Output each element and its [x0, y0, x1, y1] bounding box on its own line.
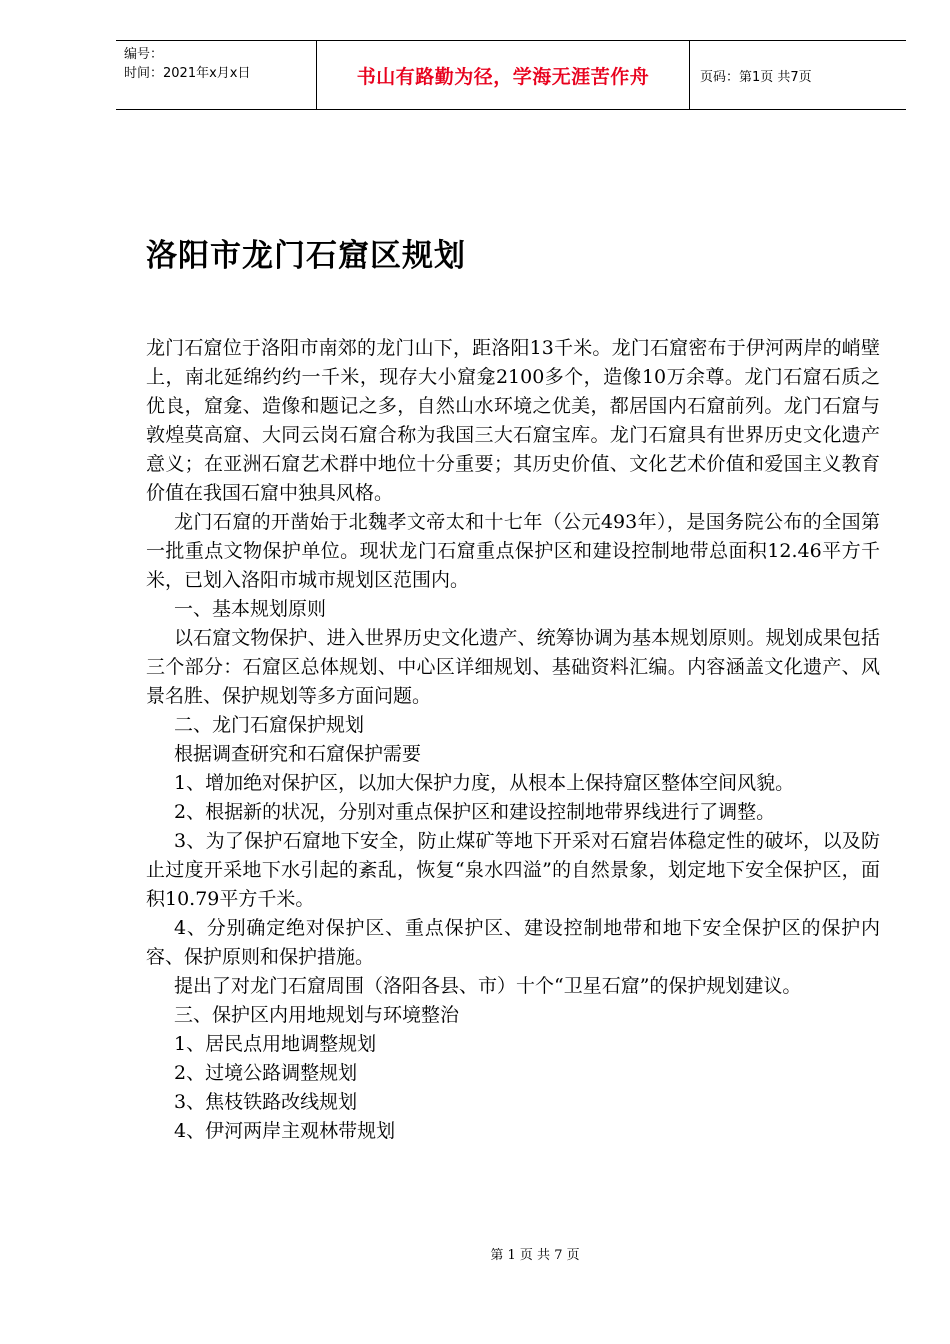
- section-heading: 二、龙门石窟保护规划: [174, 714, 365, 736]
- header-page-label: 页码：第1页 共7页: [700, 69, 812, 85]
- page-header: [116, 40, 906, 110]
- paragraph: 龙门石窟位于洛阳市南郊的龙门山下，距洛阳13千米。龙门石窟密布于伊河两岸的峭壁上，南北延绵约约一千米，现存大小窟龛2100多个，造像10万余尊。龙门石窟石质之优良，窟龛、造像和题记之多，自然山水环境之优美，都居国内石窟前列。龙门石窟与敦煌莫高窟、大同云岗石窟合称为我国三大石窟宝库。龙门石窟具有世界历史文化遗产意义；在亚洲石窟艺术群中地位十分重要；其历史价值、文化艺术价值和爱国主义教育价值在我国石窟中独具风格。: [146, 337, 880, 504]
- paragraph: 提出了对龙门石窟周围（洛阳各县、市）十个“卫星石窟”的保护规划建议。: [174, 975, 802, 997]
- document-title: 洛阳市龙门石窟区规划: [146, 238, 466, 274]
- header-meta: [116, 41, 316, 109]
- serial-label: 编号：: [124, 47, 164, 62]
- paragraph: 龙门石窟的开凿始于北魏孝文帝太和十七年（公元493年），是国务院公布的全国第一批重点文物保护单位。现状龙门石窟重点保护区和建设控制地带总面积12.46平方千米，已划入洛阳市城市规划区范围内。: [146, 511, 880, 591]
- time-label: 时间：2021年x月x日: [124, 66, 251, 81]
- list-item: 2、根据新的状况，分别对重点保护区和建设控制地带界线进行了调整。: [174, 801, 776, 823]
- paragraph: 以石窟文物保护、进入世界历史文化遗产、统筹协调为基本规划原则。规划成果包括三个部分：石窟区总体规划、中心区详细规划、基础资料汇编。内容涵盖文化遗产、风景名胜、保护规划等多方面问题。: [146, 627, 880, 707]
- document-body: [146, 334, 880, 1146]
- list-item: 1、居民点用地调整规划: [174, 1033, 377, 1055]
- list-item: 4、分别确定绝对保护区、重点保护区、建设控制地带和地下安全保护区的保护内容、保护原则和保护措施。: [146, 917, 880, 968]
- list-item: 3、为了保护石窟地下安全，防止煤矿等地下开采对石窟岩体稳定性的破坏，以及防止过度开采地下水引起的紊乱，恢复“泉水四溢”的自然景象，划定地下安全保护区，面积10.79平方千米。: [146, 830, 880, 910]
- list-item: 2、过境公路调整规划: [174, 1062, 358, 1084]
- list-item: 1、增加绝对保护区，以加大保护力度，从根本上保持窟区整体空间风貌。: [174, 772, 795, 794]
- list-item: 4、伊河两岸主观林带规划: [174, 1120, 396, 1142]
- section-heading: 一、基本规划原则: [174, 598, 327, 620]
- page-footer: 第 1 页 共 7 页: [490, 1248, 580, 1263]
- paragraph: 根据调查研究和石窟保护需要: [174, 743, 422, 765]
- list-item: 3、焦枝铁路改线规划: [174, 1091, 358, 1113]
- header-motto: 书山有路勤为径，学海无涯苦作舟: [316, 41, 690, 109]
- section-heading: 三、保护区内用地规划与环境整治: [174, 1004, 460, 1026]
